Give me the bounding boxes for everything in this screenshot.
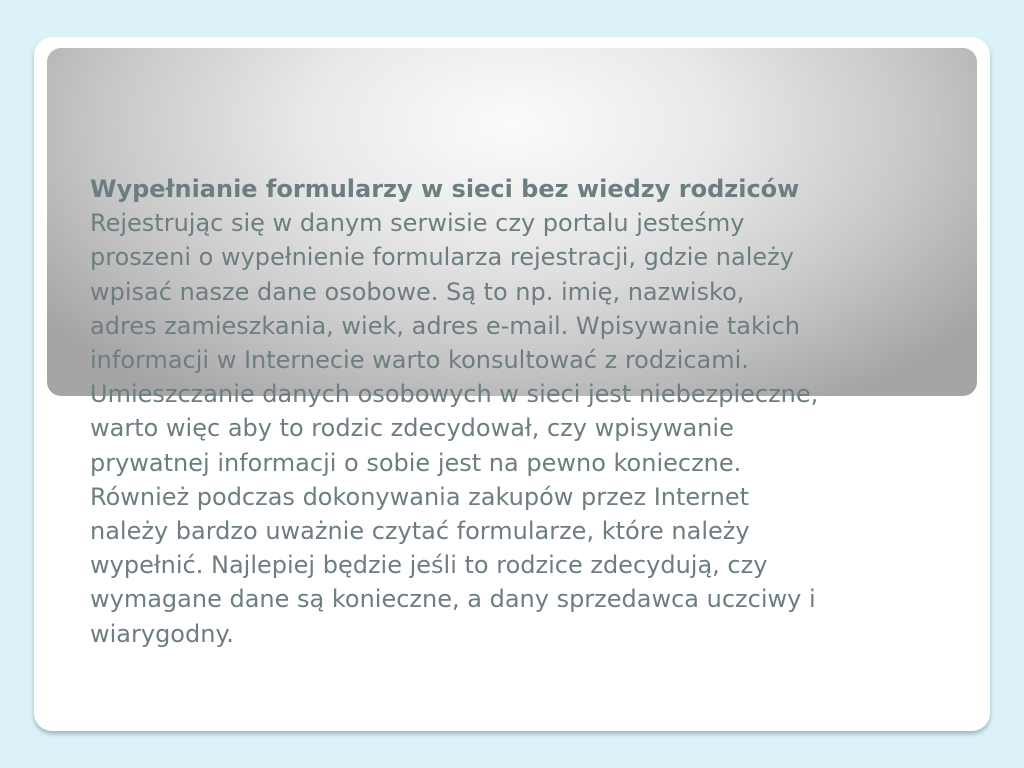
body-line: wiarygodny. xyxy=(90,619,234,648)
body-line: Umieszczanie danych osobowych w sieci jest niebezpieczne, xyxy=(90,380,819,409)
body-line: proszeni o wypełnienie formularza rejestracji, gdzie należy xyxy=(90,243,794,272)
body-line: adres zamieszkania, wiek, adres e-mail. Wpisywanie takich xyxy=(90,311,800,340)
body-line: należy bardzo uważnie czytać formularze, które należy xyxy=(90,517,750,546)
body-line: prywatnej informacji o sobie jest na pewno konieczne. xyxy=(90,448,742,477)
body-line: informacji w Internecie warto konsultować z rodzicami. xyxy=(90,346,749,375)
body-line: wypełnić. Najlepiej będzie jeśli to rodzice zdecydują, czy xyxy=(90,551,768,580)
slide-text-block xyxy=(90,172,970,651)
slide-title: Wypełnianie formularzy w sieci bez wiedzy rodziców xyxy=(90,175,800,203)
body-line: wymagane dane są konieczne, a dany sprzedawca uczciwy i xyxy=(90,585,816,614)
body-line: Również podczas dokonywania zakupów przez Internet xyxy=(90,482,750,511)
body-line: Rejestrując się w danym serwisie czy portalu jesteśmy xyxy=(90,209,745,238)
body-line: warto więc aby to rodzic zdecydował, czy wpisywanie xyxy=(90,414,734,443)
body-line: wpisać nasze dane osobowe. Są to np. imię, nazwisko, xyxy=(90,277,745,306)
